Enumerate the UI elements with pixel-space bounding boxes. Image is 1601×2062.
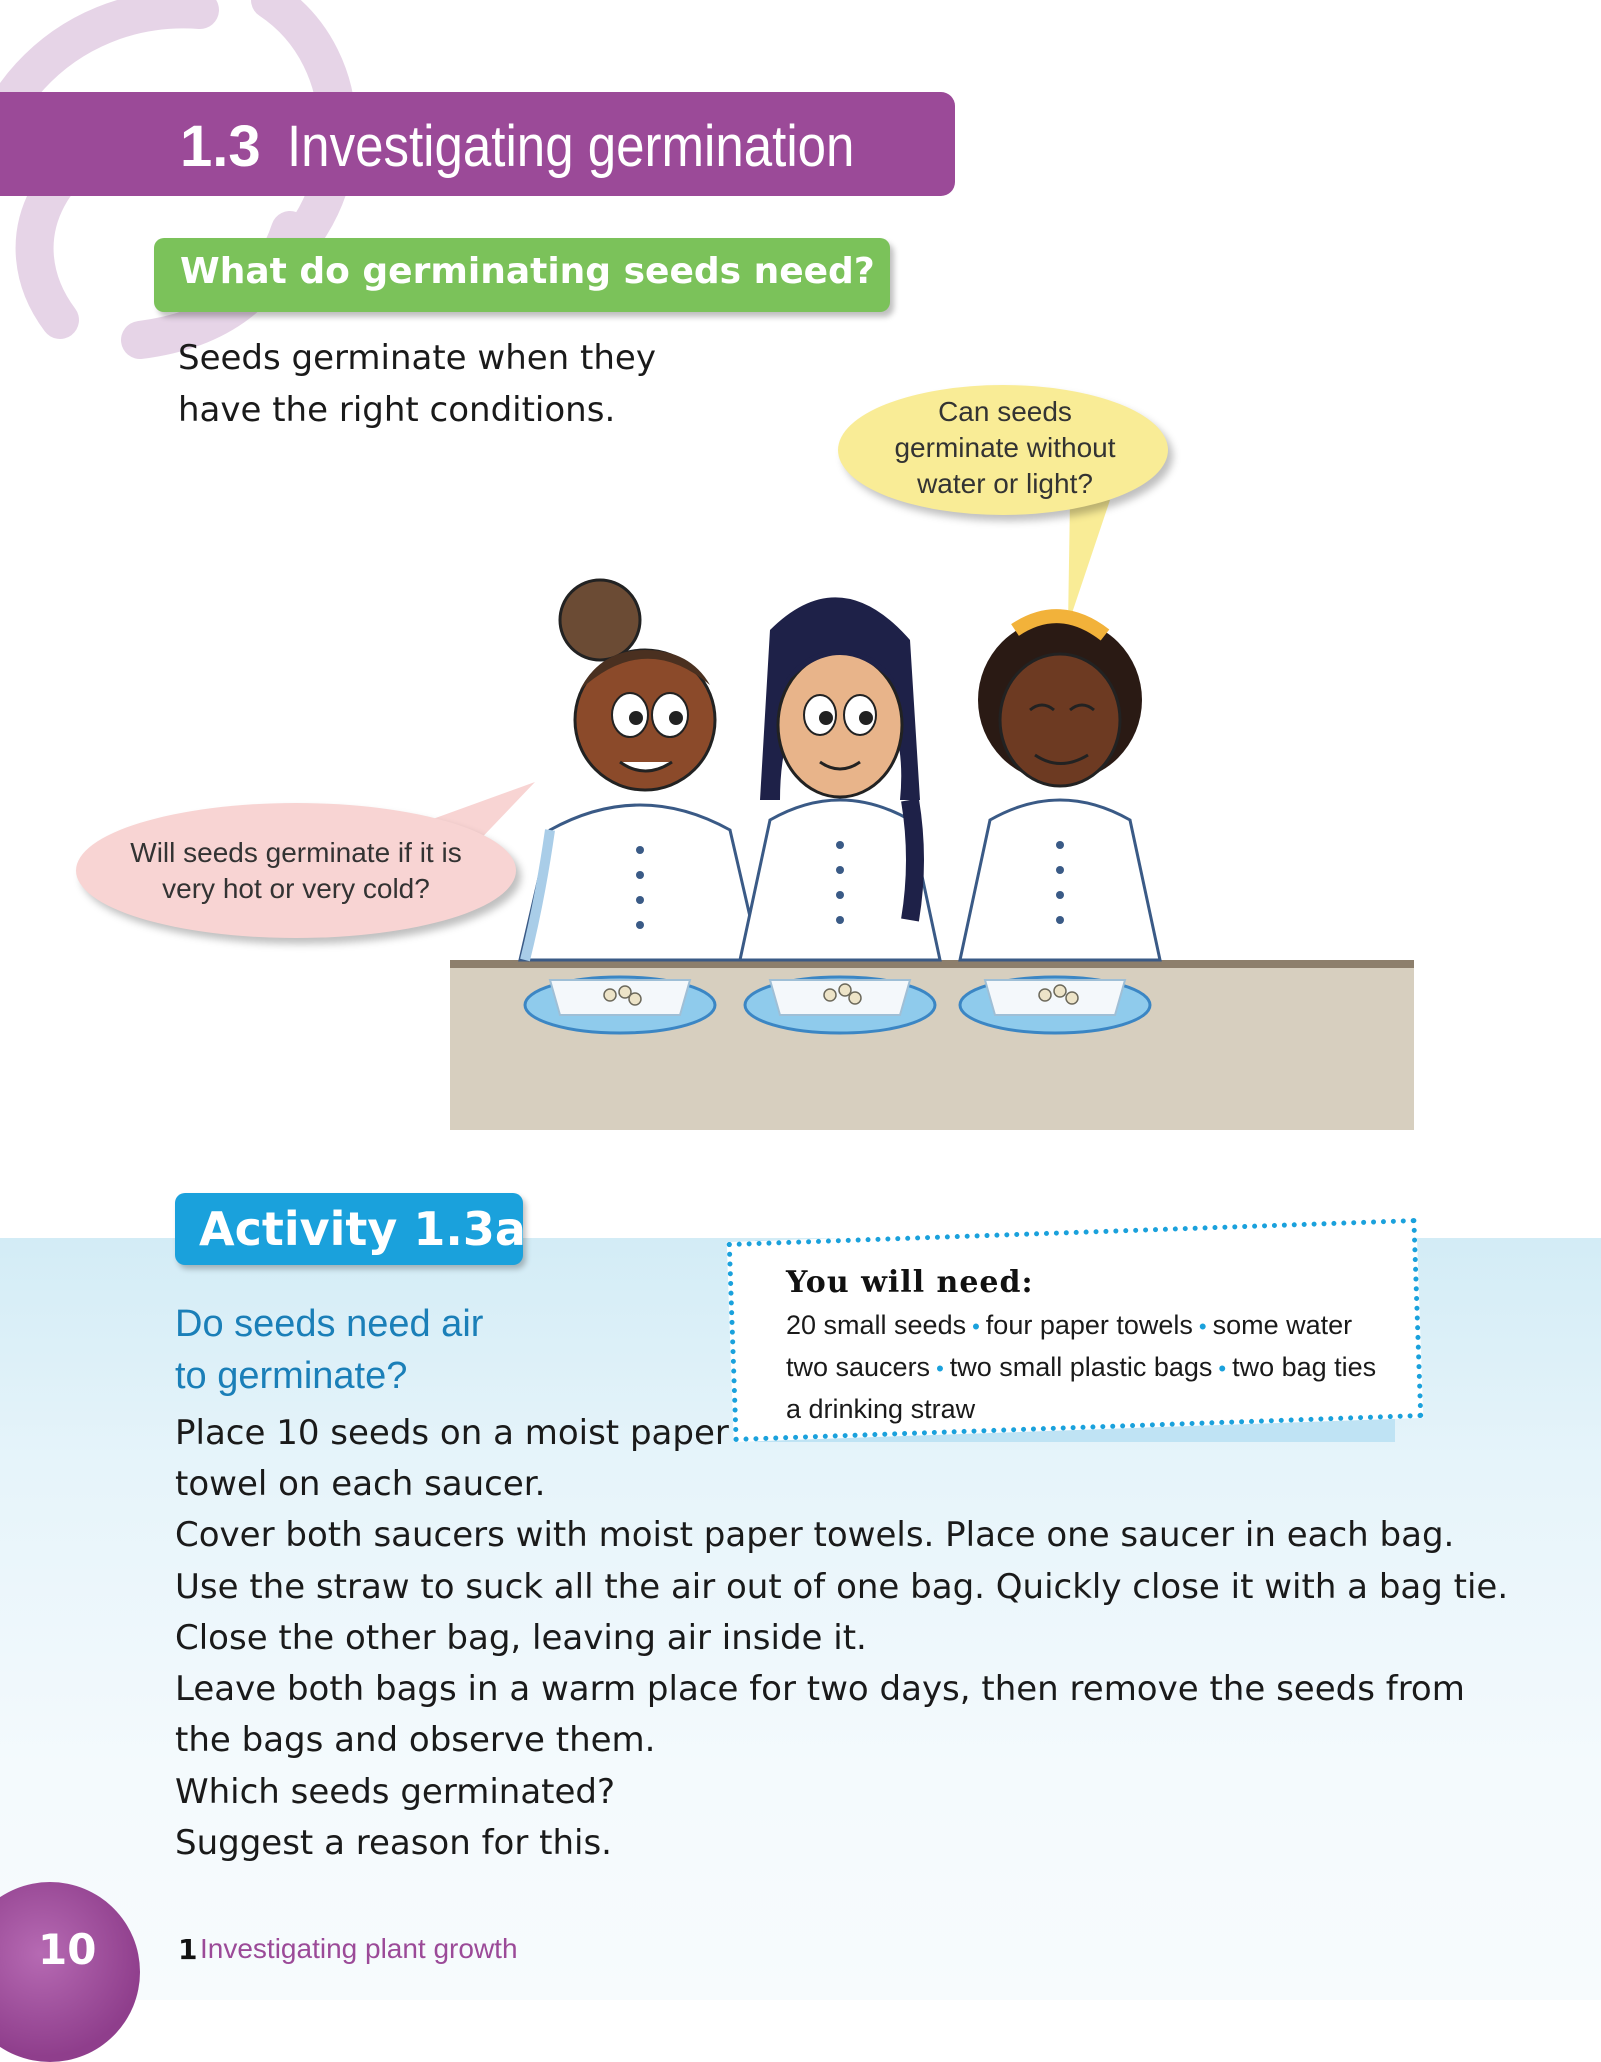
- chapter-title: Investigating plant growth: [200, 1933, 518, 1964]
- you-will-need-title: You will need:: [786, 1265, 1034, 1300]
- students-illustration: [440, 500, 1420, 1140]
- material-item: two saucers: [786, 1352, 931, 1382]
- speech-bubble-yellow-text: [850, 394, 1160, 502]
- instruction-line: Place 10 seeds on a moist paper: [175, 1413, 729, 1453]
- material-item: four paper towels: [985, 1310, 1193, 1340]
- bubble-line: Can seeds: [938, 396, 1072, 427]
- activity-tab: [175, 1193, 526, 1265]
- materials-row: two saucers • two small plastic bags • two bag ties: [786, 1352, 1377, 1382]
- instruction-line: Which seeds germinated?: [175, 1772, 616, 1812]
- student-left: [520, 580, 760, 960]
- intro-text: [178, 332, 698, 436]
- section-heading: What do germinating seeds need?: [180, 251, 875, 292]
- material-item: some water: [1212, 1310, 1353, 1340]
- material-item: a drinking straw: [786, 1394, 976, 1424]
- page-number: 10: [38, 1925, 97, 1974]
- question-line: to germinate?: [175, 1355, 408, 1397]
- instruction-line: the bags and observe them.: [175, 1720, 656, 1760]
- bubble-line: germinate without: [894, 432, 1116, 463]
- instruction-line: Leave both bags in a warm place for two days, then remove the seeds from: [175, 1669, 1465, 1709]
- materials-row: [786, 1394, 975, 1425]
- activity-label: Activity 1.3a: [199, 1202, 526, 1256]
- material-item: two bag ties: [1232, 1352, 1377, 1382]
- bubble-line: very hot or very cold?: [162, 873, 430, 904]
- section-number: 1.3: [180, 114, 261, 179]
- materials-row: 20 small seeds • four paper towels • some water: [786, 1310, 1353, 1340]
- instruction-line: Cover both saucers with moist paper towels. Place one saucer in each bag.: [175, 1515, 1455, 1555]
- intro-line: Seeds germinate when they: [178, 338, 656, 378]
- material-item: two small plastic bags: [949, 1352, 1213, 1382]
- speech-bubble-pink-text: [96, 835, 496, 907]
- intro-line: have the right conditions.: [178, 390, 616, 430]
- student-middle: [740, 597, 940, 960]
- activity-question: [175, 1298, 595, 1402]
- page-title: Investigating germination: [287, 114, 855, 179]
- chapter-number: 1: [178, 1933, 198, 1966]
- question-line: Do seeds need air: [175, 1303, 484, 1345]
- section-heading-box: [154, 238, 890, 312]
- instruction-line: Suggest a reason for this.: [175, 1823, 612, 1863]
- instruction-line: Use the straw to suck all the air out of one bag. Quickly close it with a bag tie.: [175, 1567, 1509, 1607]
- material-item: 20 small seeds: [786, 1310, 967, 1340]
- instruction-line: Close the other bag, leaving air inside it.: [175, 1618, 867, 1658]
- bubble-line: water or light?: [917, 468, 1093, 499]
- instruction-line: towel on each saucer.: [175, 1464, 546, 1504]
- bubble-line: Will seeds germinate if it is: [130, 837, 462, 868]
- saucers: [525, 977, 1150, 1033]
- student-right: [960, 616, 1160, 960]
